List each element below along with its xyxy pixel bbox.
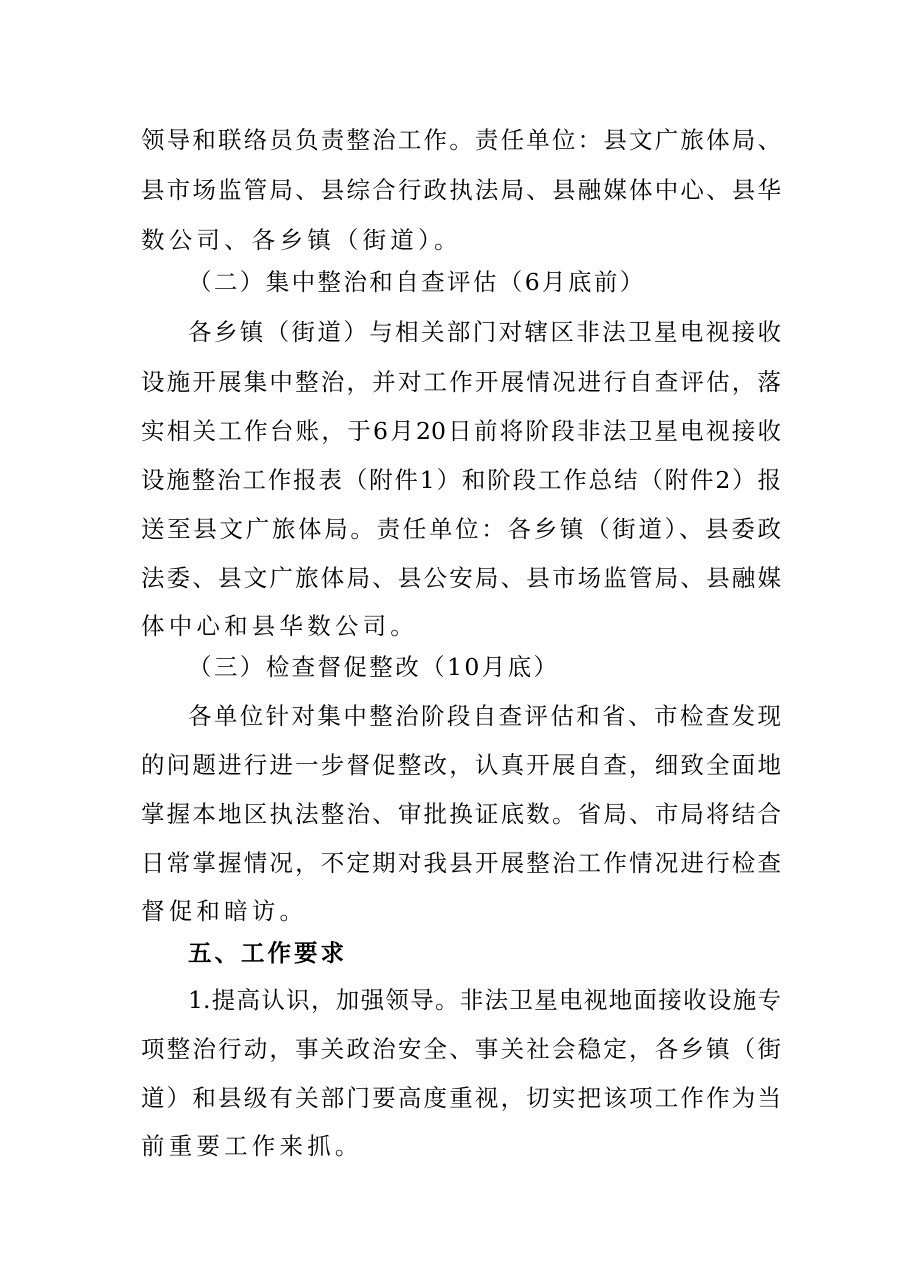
text-line: 各乡镇（街道）与相关部门对辖区非法卫星电视接收 <box>188 318 781 346</box>
text-line: 设施开展集中整治，并对工作开展情况进行自查评估，落 <box>141 368 781 396</box>
text-line: 数公司、各乡镇（街道）。 <box>141 226 462 254</box>
text-line: 体中心和县华数公司。 <box>141 612 418 640</box>
section-heading-2: （二）集中整治和自查评估（6月底前） <box>188 268 646 296</box>
text-line: 1.提高认识，加强领导。非法卫星电视地面接收设施专 <box>188 986 781 1014</box>
text-line: 的问题进行进一步督促整改，认真开展自查，细致全面地 <box>141 751 781 779</box>
text-line: 送至县文广旅体局。责任单位：各乡镇（街道）、县委政 <box>141 515 781 543</box>
text-line: 日常掌握情况，不定期对我县开展整治工作情况进行检查 <box>141 849 781 877</box>
text-line: 掌握本地区执法整治、审批换证底数。省局、市局将结合 <box>141 800 781 828</box>
text-line: 前重要工作来抓。 <box>141 1132 363 1160</box>
text-line: 法委、县文广旅体局、县公安局、县市场监管局、县融媒 <box>141 564 781 592</box>
text-line: 道）和县级有关部门要高度重视，切实把该项工作作为当 <box>141 1084 781 1112</box>
text-line: 设施整治工作报表（附件1）和阶段工作总结（附件2）报 <box>141 466 781 494</box>
text-line: 各单位针对集中整治阶段自查评估和省、市检查发现 <box>188 702 781 730</box>
text-line: 督促和暗访。 <box>141 897 308 925</box>
text-line: 县市场监管局、县综合行政执法局、县融媒体中心、县华 <box>141 176 781 204</box>
text-line: 实相关工作台账，于6月20日前将阶段非法卫星电视接收 <box>141 417 781 445</box>
section-heading-5: 五、工作要求 <box>188 939 347 967</box>
section-heading-3: （三）检查督促整改（10月底） <box>188 653 560 681</box>
text-line: 项整治行动，事关政治安全、事关社会稳定，各乡镇（街 <box>141 1035 781 1063</box>
text-line: 领导和联络员负责整治工作。责任单位：县文广旅体局、 <box>141 126 781 154</box>
